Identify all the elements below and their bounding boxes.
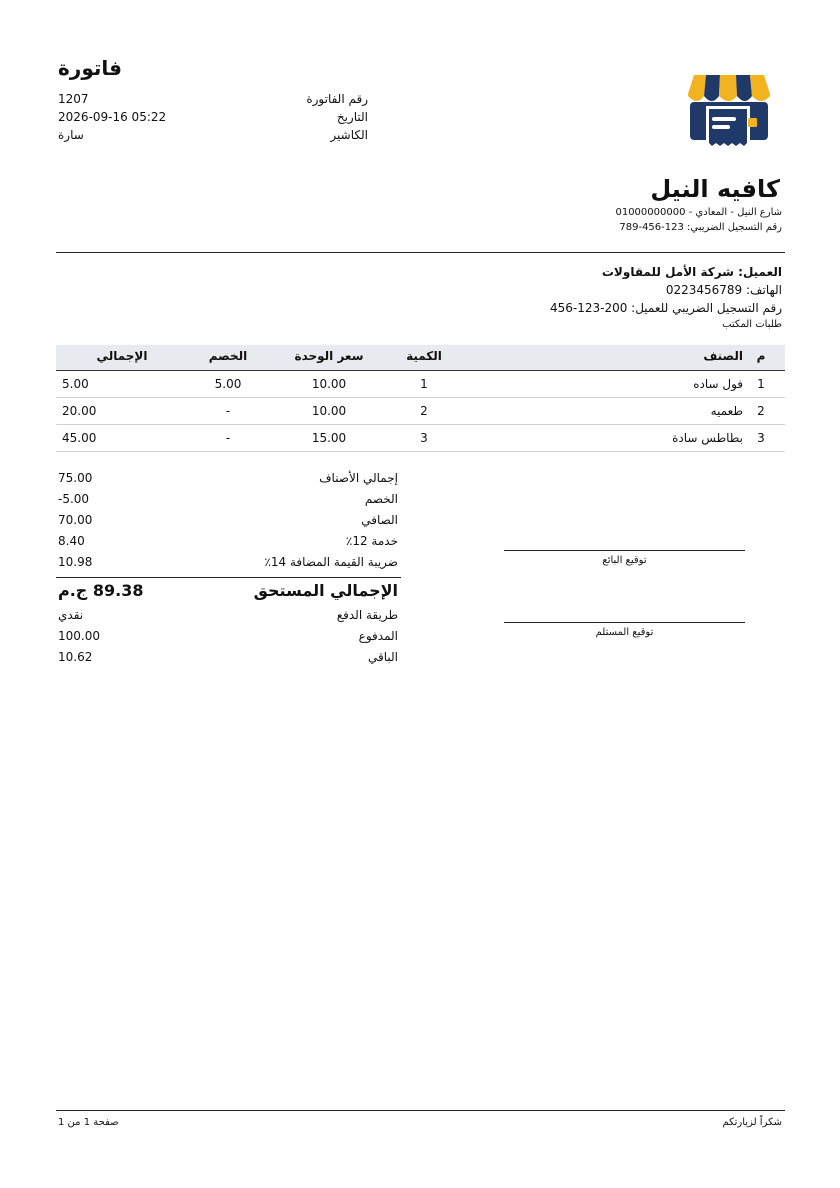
- row-num: 2: [757, 404, 765, 418]
- table-row: [56, 425, 785, 452]
- invoice-number: 1207: [58, 92, 89, 106]
- customer-phone: الهاتف: 0223456789: [665, 283, 782, 297]
- service-label: خدمة 12٪: [345, 534, 398, 548]
- payment-method-value: نقدي: [58, 608, 84, 622]
- net-label: الصافي: [361, 513, 398, 527]
- payment-method-label: طريقة الدفع: [336, 608, 398, 622]
- row-qty: 1: [420, 377, 428, 391]
- row-qty: 3: [420, 431, 428, 445]
- row-price: 10.00: [311, 404, 347, 418]
- invoice-number-row: [58, 92, 368, 110]
- vat-value: 10.98: [58, 555, 93, 569]
- table-header: [56, 345, 785, 371]
- invoice-cashier-label: الكاشير: [330, 128, 368, 142]
- footer-thanks: شكراً لزيارتكم: [722, 1117, 782, 1128]
- customer-tax-number: رقم التسجيل الضريبي للعميل: 200-123-456: [549, 301, 782, 315]
- row-item: بطاطس سادة: [672, 431, 743, 445]
- seller-signature-label: توقيع البائع: [602, 555, 647, 566]
- row-total: 20.00: [62, 404, 97, 418]
- header-item: الصنف: [703, 349, 743, 363]
- grand-total-divider: [56, 577, 401, 578]
- grand-total-row: [58, 581, 398, 605]
- discount-row: [58, 492, 398, 512]
- service-row: [58, 534, 398, 554]
- receiver-signature-line: [504, 622, 745, 623]
- footer-divider: [56, 1110, 785, 1111]
- shop-name: كافيه النيل: [650, 175, 780, 203]
- vat-label: ضريبة القيمة المضافة 14٪: [264, 555, 398, 569]
- row-item: طعميه: [710, 404, 743, 418]
- row-price: 15.00: [311, 431, 347, 445]
- footer-page-number: صفحة 1 من 1: [58, 1117, 119, 1128]
- grand-total-value: 89.38 ج.م: [58, 581, 144, 600]
- header-divider: [56, 252, 785, 253]
- subtotal-value: 75.00: [58, 471, 93, 485]
- subtotal-label: إجمالي الأصناف: [319, 471, 398, 485]
- row-discount: 5.00: [214, 377, 242, 391]
- payment-method-row: [58, 608, 398, 628]
- shop-tax-number: رقم التسجيل الضريبي: 123-456-789: [619, 222, 782, 233]
- change-value: 10.62: [58, 650, 93, 664]
- table-row: [56, 371, 785, 398]
- grand-total-label: الإجمالي المستحق: [253, 581, 398, 600]
- paid-row: [58, 629, 398, 649]
- customer-note: طلبات المكتب: [722, 319, 782, 330]
- row-total: 5.00: [62, 377, 89, 391]
- row-total: 45.00: [62, 431, 97, 445]
- row-num: 3: [757, 431, 765, 445]
- change-label: الباقي: [367, 650, 398, 664]
- row-item: فول ساده: [693, 377, 743, 391]
- table-row: [56, 398, 785, 425]
- invoice-title: فاتورة: [58, 56, 122, 80]
- header-qty: الكمية: [406, 349, 442, 363]
- net-value: 70.00: [58, 513, 93, 527]
- invoice-date-label: التاريخ: [336, 110, 368, 124]
- invoice-date-row: [58, 110, 368, 128]
- header-total: الإجمالي: [96, 349, 148, 363]
- paid-label: المدفوع: [358, 629, 398, 643]
- row-qty: 2: [420, 404, 428, 418]
- header-discount: الخصم: [208, 349, 248, 363]
- receiver-signature-label: توقيع المستلم: [595, 627, 654, 638]
- customer-name: العميل: شركة الأمل للمقاولات: [601, 265, 782, 279]
- vat-row: [58, 555, 398, 575]
- row-discount: -: [225, 431, 231, 445]
- net-row: [58, 513, 398, 533]
- header-price: سعر الوحدة: [294, 349, 364, 363]
- paid-value: 100.00: [58, 629, 100, 643]
- discount-value: -5.00: [58, 492, 90, 506]
- header-num: م: [756, 349, 766, 363]
- items-table: [56, 345, 785, 452]
- shop-address: شارع النيل - المعادي - 01000000000: [615, 207, 782, 218]
- seller-signature-line: [504, 550, 745, 551]
- invoice-cashier: سارة: [58, 128, 84, 142]
- row-price: 10.00: [311, 377, 347, 391]
- row-discount: -: [225, 404, 231, 418]
- discount-label: الخصم: [364, 492, 398, 506]
- subtotal-row: [58, 471, 398, 491]
- invoice-number-label: رقم الفاتورة: [306, 92, 368, 106]
- invoice-date: 2026-09-16 05:22: [58, 110, 167, 124]
- row-num: 1: [757, 377, 765, 391]
- service-value: 8.40: [58, 534, 85, 548]
- storefront-receipt-icon: [684, 72, 774, 156]
- change-row: [58, 650, 398, 670]
- invoice-cashier-row: [58, 128, 368, 146]
